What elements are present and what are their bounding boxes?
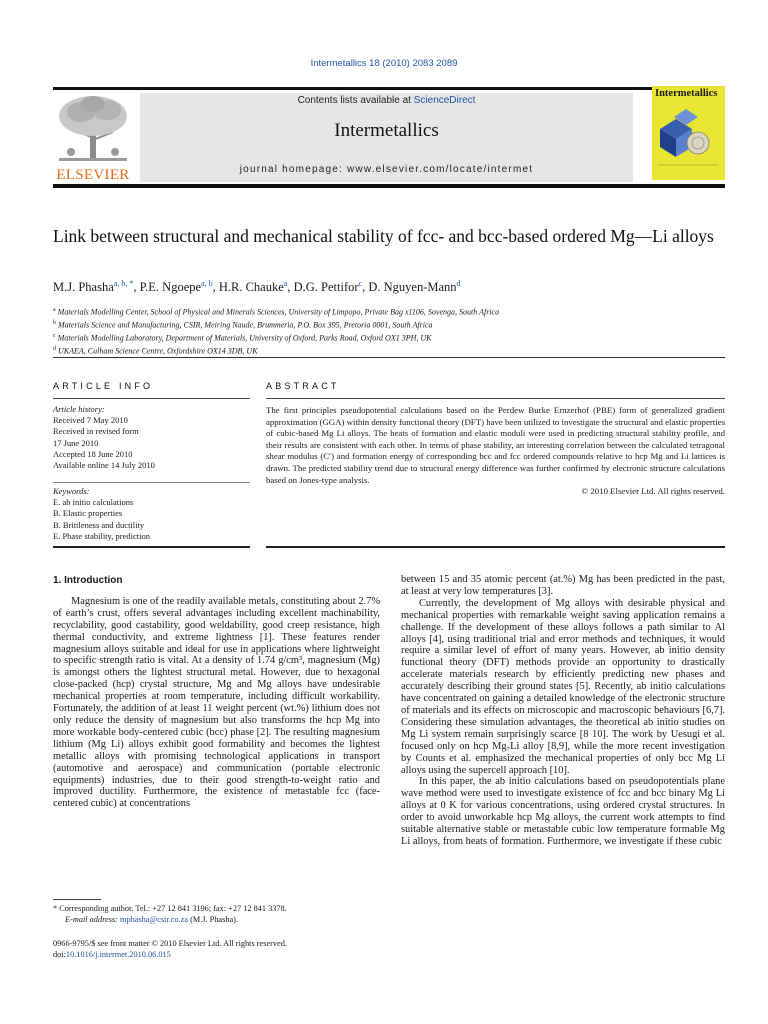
sciencedirect-link[interactable]: ScienceDirect	[413, 95, 476, 106]
article-history	[53, 404, 250, 471]
history-label: Article history:	[53, 404, 105, 414]
author-separator: ,	[287, 280, 294, 295]
contents-prefix: Contents lists available at	[297, 95, 414, 106]
author[interactable]: H.R. Chauke	[218, 280, 284, 295]
author-affil-mark[interactable]: a, b	[201, 279, 213, 288]
affiliation	[53, 344, 733, 357]
doi-link[interactable]: 10.1016/j.intermet.2010.06.015	[65, 950, 171, 960]
author[interactable]: P.E. Ngoepe	[139, 280, 202, 295]
affil-mark: c	[53, 333, 56, 340]
affil-text: Materials Modelling Center, School of Physical and Minerals Sciences, University of Limpopo, Private Bag x1106, Sovenga, South Africa	[57, 307, 500, 317]
keyword-item: E. ab initio calculations	[53, 497, 134, 508]
body-paragraph: In this paper, the ab initio calculations based on pseudopotentials plane wave method were used to investigate existence of fcc and bcc binary Mg Li alloys at 0 K for various concentrations, using ordered crystal structures. In order to avoid unworkable hcp Mg alloys, the current work attempts to find suitable alternative stable or metastable cubic low temperature formable Mg Li alloys, from heats of formation. Furthermore, we investigate if these cubic	[401, 776, 725, 847]
author-affil-mark[interactable]: d	[456, 279, 461, 288]
introduction-heading: 1. Introduction	[53, 575, 123, 586]
author-affil-mark[interactable]: a, b, *	[113, 279, 134, 288]
author-affil-mark[interactable]: a	[283, 279, 288, 288]
keyword-item: B. Brittleness and ductility	[53, 519, 145, 530]
author[interactable]: M.J. Phasha	[53, 280, 114, 295]
keyword-item: B. Elastic properties	[53, 508, 123, 519]
issn-line: 0966-9795/$ see front matter © 2010 Elsevier Ltd. All rights reserved.	[53, 939, 287, 948]
affiliation	[53, 318, 733, 331]
contents-availability	[140, 95, 633, 106]
body-paragraph: Magnesium is one of the readily available metals, constituting about 2.7% of earth’s crust, offers several advantages including excellent machinability, recyclability, good castability, good weldability, good creep resistance, high thermal conductivity, and extreme lightness [1]. These features render magnesium alloys suitable and ideal for use in applications where lightweight to specific strength ratio is vital. At a density of 1.74 g/cm³, magnesium (Mg) is amongst others the lightest structural metal. However, due to hexagonal close-packed (hcp) crystal structure, Mg and Mg alloys have undesirable mechanical properties at room temperature, including difficult workability. Fortunately, the addition of at least 11 weight percent (wt.%) lithium does not only reduce the density of magnesium but also transforms the hcp Mg into more workable body-centered cubic (bcc) phase [2]. The resulting magnesium lithium (Mg Li) alloys exhibit good formability and becomes the lightest metallic alloys with promising technological applications in transport (automotive and aerospace) and communication (portable electronic equipments) industries, due to their good strength-to-weight ratio and improved ductility. Furthermore, the existence of metastable fcc (face-centered cubic) at concentrations	[53, 595, 380, 810]
affil-text: Materials Science and Manufacturing, CSIR, Meiring Naude, Brummeria, P.O. Box 395, Pretoria 0001, South Africa	[58, 320, 433, 330]
article-info-heading: ARTICLE INFO	[53, 381, 154, 391]
elsevier-tree-icon	[53, 94, 133, 164]
journal-homepage[interactable]: journal homepage: www.elsevier.com/locate/intermet	[239, 164, 534, 175]
article-title: Link between structural and mechanical stability of fcc- and bcc-based ordered Mg—Li alloys	[53, 226, 714, 246]
affil-text: Materials Modelling Laboratory, Department of Materials, University of Oxford, Parks Road, Oxford OX1 3PH, UK	[57, 333, 432, 343]
cover-graphic	[652, 99, 725, 173]
affiliations	[53, 305, 733, 358]
abstract-heading: ABSTRACT	[266, 381, 340, 391]
email-line	[53, 914, 380, 925]
body-column-right	[401, 574, 725, 848]
history-item: Received in revised form	[53, 426, 139, 437]
author[interactable]: D. Nguyen-Mann	[368, 280, 457, 295]
journal-cover-image[interactable]	[652, 86, 725, 180]
history-item: Accepted 18 June 2010	[53, 448, 133, 459]
history-item: Available online 14 July 2010	[53, 460, 155, 471]
abstract-body	[266, 405, 725, 498]
body-paragraph: between 15 and 35 atomic percent (at.%) Mg has been predicted in the past, at least at very low temperatures [3].	[401, 574, 725, 597]
article-info-end-rule	[53, 546, 250, 548]
body-column-left	[53, 575, 380, 810]
publisher-name: ELSEVIER	[56, 167, 130, 183]
abstract-copyright: © 2010 Elsevier Ltd. All rights reserved.	[581, 486, 725, 497]
journal-header-box	[140, 93, 633, 182]
keywords-label: Keywords:	[53, 486, 90, 496]
section-divider	[53, 357, 725, 358]
abstract-rule	[266, 398, 725, 399]
affil-mark: b	[53, 320, 56, 327]
email-label: E-mail address:	[65, 915, 120, 925]
keywords	[53, 486, 250, 542]
footnote	[53, 903, 380, 925]
header-rule-top	[53, 87, 725, 90]
doi-label: doi:	[53, 950, 66, 960]
body-paragraph: Currently, the development of Mg alloys with desirable physical and mechanical properties with remarkable weight saving application remains a challenge. If the development of these alloys follows a path similar to Al alloys [4], using traditional trial and error methods and techniques, it would require a similar level of effort of many years. However, ab initio density functional theory (DFT) methods provide an opportunity to drastically accelerate materials research by efficiently predicting new phases and accurately describing their ground states [5]. Recently, ab initio calculations have concentrated on gaining a detailed knowledge of the electronic structure of materials and its effects on microscopic and macroscopic behaviours [6,7]. Considering these simulation advantages, the theoretical ab initio studies on Mg Li system remain surprisingly scarce [8 10]. The work by Uesugi et al. focused only on hcp Mg₇Li alloy [8,9], while the more recent investigation by Counts et al. emphasized the mechanical properties of only bcc Mg Li alloys using the supercell approach [10].	[401, 597, 725, 776]
author[interactable]: D.G. Pettifor	[293, 280, 359, 295]
affil-mark: d	[53, 346, 56, 353]
author-list	[53, 279, 733, 295]
journal-name: Intermetallics	[334, 120, 439, 141]
publication-info	[53, 938, 380, 960]
affiliation	[53, 331, 733, 344]
corresponding-author-note: * Corresponding author. Tel.: +27 12 841 3196; fax: +27 12 841 3378.	[53, 904, 287, 913]
journal-citation[interactable]: Intermetallics 18 (2010) 2083 2089	[310, 58, 458, 69]
author-affil-mark[interactable]: c	[358, 279, 363, 288]
doi-line	[53, 949, 380, 960]
keywords-rule	[53, 482, 250, 483]
cover-title: Intermetallics	[655, 88, 718, 99]
email-suffix: (M.J. Phasha).	[188, 915, 239, 925]
article-info-rule	[53, 398, 250, 399]
abstract-text: The first principles pseudopotential calculations based on the Perdew Burke Ernzerhof (PBE) form of generalized gradient approximation (GGA) within density functional theory (DFT) have been utilized to investigate the structural and elastic properties of cubic-based Mg Li alloys. The heats of formation and elastic moduli were used in predicting structural stability profile, and their results are consistent with each other. In terms of phase stability, an interesting correlation between the calculated tetragonal shear modulus (C′) and formation energy of corresponding bcc and fcc ordered compounds relative to hcp Mg and Li lattices is drawn. The predicted stability trend due to structural energy difference was further confirmed by electronic structure calculations based on Jones-type analysis.	[266, 405, 725, 485]
author-separator: ,	[133, 280, 140, 295]
footnote-rule	[53, 899, 101, 900]
history-item: Received 7 May 2010	[53, 415, 128, 426]
affil-text: UKAEA, Culham Science Centre, Oxfordshire OX14 3DB, UK	[58, 347, 258, 357]
header-rule-bottom	[53, 184, 725, 188]
affiliation	[53, 305, 733, 318]
history-item: 17 June 2010	[53, 437, 99, 448]
publisher-logo[interactable]	[53, 94, 133, 183]
keyword-item: E. Phase stability, prediction	[53, 530, 150, 541]
author-separator: ,	[212, 280, 219, 295]
affil-mark: a	[53, 307, 56, 313]
author-separator: ,	[362, 280, 369, 295]
email-link[interactable]: mphasha@csir.co.za	[120, 915, 188, 925]
abstract-end-rule	[266, 546, 725, 548]
